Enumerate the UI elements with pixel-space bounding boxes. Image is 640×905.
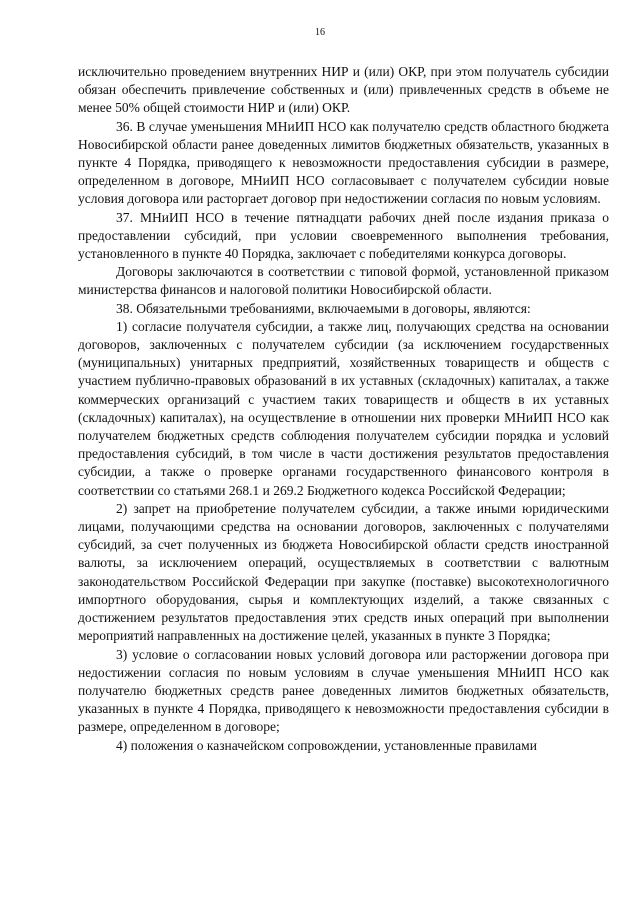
list-item-4: 4) положения о казначейском сопровождении, установленные правилами: [116, 737, 537, 753]
document-body: [78, 63, 609, 755]
list-item-1: 1) согласие получателя субсидии, а также лиц, получающих средства на основании договоров, заключенных с получателем субсидии (за исключением государственных (муниципальных) унитарных предприятий, хозяйственных товариществ и обществ с участием публично-правовых образований в их уставных (складочных) капиталах, а также коммерческих организаций с участием таких товариществ и обществ в их уставных (складочных) капиталах), на осуществление в отношении них проверки МНиИП НСО как получателем бюджетных средств соблюдения получателем субсидии порядка и условий предоставления субсидий, в том числе в части достижения результатов предоставления субсидии, а также о проверке органами государственного финансового контроля в соответствии со статьями 268.1 и 269.2 Бюджетного кодекса Российской Федерации;: [78, 318, 609, 498]
paragraph-37: 37. МНиИП НСО в течение пятнадцати рабочих дней после издания приказа о предоставлении субсидий, при условии своевременного выполнения требования, установленного в пункте 40 Порядка, заключает с победителями конкурса договоры.: [78, 209, 609, 262]
paragraph-36: 36. В случае уменьшения МНиИП НСО как получателю средств областного бюджета Новосибирской области ранее доведенных лимитов бюджетных обязательств, указанных в пункте 4 Порядка, приводящего к невозможности предоставления субсидии в размере, определенном в договоре, МНиИП НСО согласовывает с получателем субсидии новые условия договора или расторгает договор при недостижении согласия по новым условиям.: [78, 118, 609, 207]
page-number: 16: [315, 27, 325, 38]
list-item-2: 2) запрет на приобретение получателем субсидии, а также иными юридическими лицами, получающими средства на основании договоров, заключенных с получателями субсидий, за счет полученных из бюджета Новосибирской области средств иностранной валюты, за исключением операций, осуществляемых в соответствии с валютным законодательством Российской Федерации при закупке (поставке) высокотехнологичного импортного оборудования, сырья и комплектующих изделий, а также связанных с достижением результатов предоставления этих средств иных операций при выполнении мероприятий направленных на достижение целей, указанных в пункте 3 Порядка;: [78, 500, 609, 644]
paragraph-continuation: исключительно проведением внутренних НИР и (или) ОКР, при этом получатель субсидии обязан обеспечить привлечение собственных и (или) привлеченных средств в объеме не менее 50% общей стоимости НИР и (или) ОКР.: [78, 64, 609, 116]
paragraph-contracts: Договоры заключаются в соответствии с типовой формой, установленной приказом министерства финансов и налоговой политики Новосибирской области.: [78, 264, 609, 298]
paragraph-38: 38. Обязательными требованиями, включаемыми в договоры, являются:: [116, 300, 531, 316]
list-item-3: 3) условие о согласовании новых условий договора или расторжении договора при недостижении согласия по новым условиям в случае уменьшения МНиИП НСО как получателю бюджетных средств ранее доведенных лимитов бюджетных обязательств, указанных в пункте 4 Порядка, приводящего к невозможности предоставления субсидии в размере, определенном в договоре;: [78, 646, 609, 735]
